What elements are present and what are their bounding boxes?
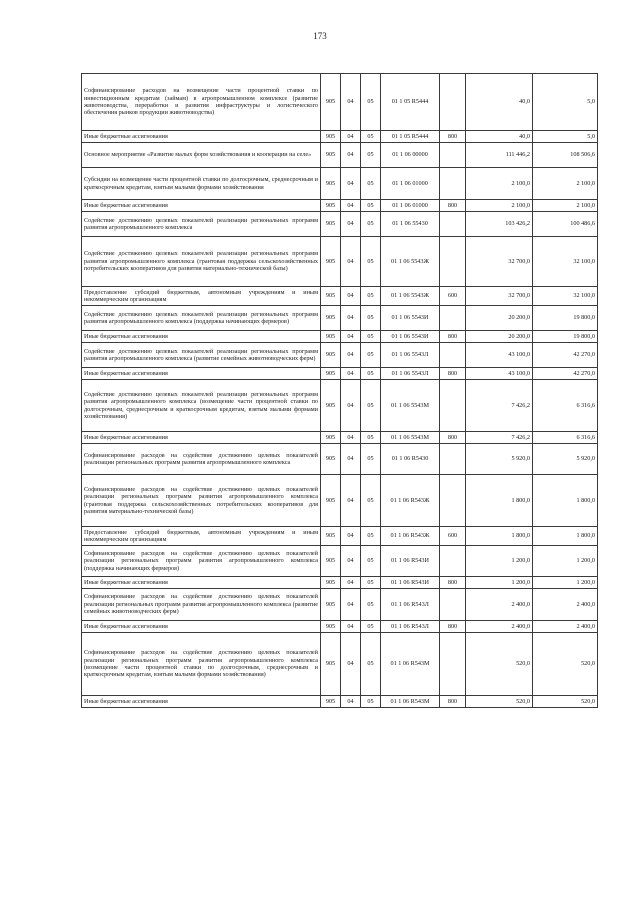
cell-expense-type <box>440 74 466 131</box>
cell-expense-type <box>440 343 466 368</box>
cell-subsection: 05 <box>361 331 381 343</box>
cell-grbs: 905 <box>321 212 341 237</box>
page-number: 173 <box>313 31 327 41</box>
cell-amount-year1: 32 700,0 <box>466 237 533 287</box>
cell-grbs: 905 <box>321 287 341 306</box>
cell-target-article: 01 1 06 01000 <box>381 200 440 212</box>
cell-amount-year2: 32 100,0 <box>533 287 598 306</box>
table-row <box>82 380 598 432</box>
row-name: Иные бюджетные ассигнования <box>82 696 321 708</box>
cell-amount-year1: 2 100,0 <box>466 200 533 212</box>
cell-amount-year1: 2 100,0 <box>466 168 533 200</box>
cell-target-article: 01 1 05 R5444 <box>381 131 440 143</box>
cell-amount-year1: 1 200,0 <box>466 546 533 577</box>
cell-expense-type: 600 <box>440 287 466 306</box>
cell-target-article: 01 1 06 5543Ж <box>381 237 440 287</box>
cell-target-article: 01 1 06 5543М <box>381 432 440 444</box>
table-row <box>82 237 598 287</box>
cell-expense-type <box>440 380 466 432</box>
cell-subsection: 05 <box>361 74 381 131</box>
cell-target-article: 01 1 06 R543Ж <box>381 475 440 527</box>
cell-amount-year1: 2 400,0 <box>466 621 533 633</box>
cell-target-article: 01 1 05 R5444 <box>381 74 440 131</box>
table-row <box>82 331 598 343</box>
cell-amount-year2: 1 200,0 <box>533 577 598 589</box>
cell-amount-year1: 111 446,2 <box>466 143 533 168</box>
cell-subsection: 05 <box>361 527 381 546</box>
cell-amount-year1: 7 426,2 <box>466 432 533 444</box>
cell-target-article: 01 1 06 01000 <box>381 168 440 200</box>
cell-amount-year2: 42 270,0 <box>533 368 598 380</box>
cell-expense-type <box>440 444 466 475</box>
cell-amount-year2: 5,0 <box>533 131 598 143</box>
row-name: Иные бюджетные ассигнования <box>82 432 321 444</box>
cell-section: 04 <box>341 143 361 168</box>
cell-target-article: 01 1 06 R5430 <box>381 444 440 475</box>
cell-amount-year1: 40,0 <box>466 131 533 143</box>
row-name: Содействие достижению целевых показателей реализации региональных программ развития агропромышленного комплекса <box>82 212 321 237</box>
cell-target-article: 01 1 06 5543И <box>381 331 440 343</box>
cell-grbs: 905 <box>321 143 341 168</box>
cell-amount-year1: 20 200,0 <box>466 306 533 331</box>
table-row <box>82 306 598 331</box>
cell-subsection: 05 <box>361 380 381 432</box>
cell-section: 04 <box>341 331 361 343</box>
cell-section: 04 <box>341 621 361 633</box>
cell-target-article: 01 1 06 R543Ж <box>381 527 440 546</box>
cell-amount-year1: 1 200,0 <box>466 577 533 589</box>
table-row <box>82 368 598 380</box>
cell-amount-year2: 1 800,0 <box>533 527 598 546</box>
cell-expense-type: 800 <box>440 696 466 708</box>
cell-expense-type <box>440 546 466 577</box>
cell-amount-year1: 43 100,0 <box>466 368 533 380</box>
cell-section: 04 <box>341 212 361 237</box>
cell-section: 04 <box>341 380 361 432</box>
table-row <box>82 546 598 577</box>
cell-subsection: 05 <box>361 143 381 168</box>
table-row <box>82 74 598 131</box>
cell-grbs: 905 <box>321 527 341 546</box>
table-row <box>82 212 598 237</box>
table-row <box>82 633 598 696</box>
cell-amount-year1: 5 920,0 <box>466 444 533 475</box>
cell-section: 04 <box>341 432 361 444</box>
row-name: Иные бюджетные ассигнования <box>82 368 321 380</box>
cell-expense-type: 800 <box>440 577 466 589</box>
cell-amount-year2: 1 800,0 <box>533 475 598 527</box>
cell-subsection: 05 <box>361 621 381 633</box>
cell-target-article: 01 1 06 5543М <box>381 380 440 432</box>
cell-amount-year1: 20 200,0 <box>466 331 533 343</box>
cell-amount-year2: 2 400,0 <box>533 621 598 633</box>
cell-expense-type: 800 <box>440 368 466 380</box>
cell-amount-year2: 108 506,6 <box>533 143 598 168</box>
cell-subsection: 05 <box>361 475 381 527</box>
row-name: Иные бюджетные ассигнования <box>82 577 321 589</box>
row-name: Софинансирование расходов на содействие достижению целевых показателей реализации региональных программ развития агропромышленного комплекса <box>82 444 321 475</box>
cell-amount-year2: 2 400,0 <box>533 589 598 621</box>
cell-grbs: 905 <box>321 696 341 708</box>
cell-amount-year2: 5,0 <box>533 74 598 131</box>
cell-section: 04 <box>341 237 361 287</box>
row-name: Иные бюджетные ассигнования <box>82 621 321 633</box>
cell-amount-year2: 42 270,0 <box>533 343 598 368</box>
cell-subsection: 05 <box>361 168 381 200</box>
cell-grbs: 905 <box>321 368 341 380</box>
table-row <box>82 287 598 306</box>
row-name: Содействие достижению целевых показателей реализации региональных программ развития агропромышленного комплекса (развитие семейных животноводческих ферм) <box>82 343 321 368</box>
cell-expense-type: 800 <box>440 621 466 633</box>
cell-grbs: 905 <box>321 432 341 444</box>
cell-grbs: 905 <box>321 444 341 475</box>
row-name: Софинансирование расходов на содействие достижению целевых показателей реализации региональных программ развития агропромышленного комплекса (поддержка начинающих фермеров) <box>82 546 321 577</box>
cell-subsection: 05 <box>361 368 381 380</box>
row-name: Предоставление субсидий бюджетным, автономным учреждениям и иным некоммерческим организациям <box>82 527 321 546</box>
cell-grbs: 905 <box>321 546 341 577</box>
cell-amount-year2: 6 316,6 <box>533 380 598 432</box>
row-name: Софинансирование расходов на содействие достижению целевых показателей реализации региональных программ развития агропромышленного комплекса (грантовая поддержка сельскохозяйственных потребительских кооперативов для развития материально-технической базы) <box>82 475 321 527</box>
cell-amount-year2: 1 200,0 <box>533 546 598 577</box>
cell-subsection: 05 <box>361 444 381 475</box>
cell-target-article: 01 1 06 R543М <box>381 633 440 696</box>
budget-table <box>81 73 598 708</box>
cell-amount-year2: 2 100,0 <box>533 200 598 212</box>
table-row <box>82 696 598 708</box>
cell-grbs: 905 <box>321 343 341 368</box>
cell-amount-year1: 1 800,0 <box>466 475 533 527</box>
cell-section: 04 <box>341 696 361 708</box>
cell-subsection: 05 <box>361 306 381 331</box>
cell-grbs: 905 <box>321 577 341 589</box>
budget-table-body <box>82 74 598 708</box>
cell-target-article: 01 1 06 55430 <box>381 212 440 237</box>
cell-amount-year1: 1 800,0 <box>466 527 533 546</box>
cell-target-article: 01 1 06 5543Ж <box>381 287 440 306</box>
cell-target-article: 01 1 06 R543Л <box>381 621 440 633</box>
cell-amount-year1: 103 426,2 <box>466 212 533 237</box>
cell-amount-year2: 6 316,6 <box>533 432 598 444</box>
cell-expense-type <box>440 143 466 168</box>
cell-section: 04 <box>341 306 361 331</box>
cell-subsection: 05 <box>361 432 381 444</box>
cell-amount-year2: 5 920,0 <box>533 444 598 475</box>
table-row <box>82 343 598 368</box>
cell-amount-year2: 19 800,0 <box>533 306 598 331</box>
table-row <box>82 577 598 589</box>
cell-section: 04 <box>341 444 361 475</box>
cell-amount-year2: 19 800,0 <box>533 331 598 343</box>
cell-expense-type: 800 <box>440 200 466 212</box>
table-row <box>82 168 598 200</box>
cell-section: 04 <box>341 546 361 577</box>
row-name: Содействие достижению целевых показателей реализации региональных программ развития агропромышленного комплекса (возмещение части процентной ставки по долгосрочным, среднесрочным и краткосрочным кредитам, взятым малыми формами хозяйствования) <box>82 380 321 432</box>
cell-expense-type <box>440 589 466 621</box>
cell-section: 04 <box>341 527 361 546</box>
cell-section: 04 <box>341 131 361 143</box>
row-name: Софинансирование расходов на содействие достижению целевых показателей реализации региональных программ развития агропромышленного комплекса (развитие семейных животноводческих ферм) <box>82 589 321 621</box>
cell-amount-year1: 520,0 <box>466 696 533 708</box>
cell-expense-type <box>440 475 466 527</box>
cell-section: 04 <box>341 168 361 200</box>
cell-expense-type <box>440 633 466 696</box>
cell-section: 04 <box>341 74 361 131</box>
cell-amount-year2: 32 100,0 <box>533 237 598 287</box>
row-name: Софинансирование расходов на возмещение части процентной ставки по инвестиционным кредитам (займам) в агропромышленном комплексе (развитие животноводства, переработки и развития инфраструктуры и логистического обеспечения рынков продукции животноводства) <box>82 74 321 131</box>
cell-subsection: 05 <box>361 131 381 143</box>
cell-section: 04 <box>341 589 361 621</box>
cell-expense-type <box>440 168 466 200</box>
row-name: Иные бюджетные ассигнования <box>82 331 321 343</box>
cell-section: 04 <box>341 200 361 212</box>
cell-target-article: 01 1 06 5543И <box>381 306 440 331</box>
cell-section: 04 <box>341 368 361 380</box>
cell-expense-type: 600 <box>440 527 466 546</box>
cell-grbs: 905 <box>321 200 341 212</box>
cell-amount-year1: 32 700,0 <box>466 287 533 306</box>
cell-target-article: 01 1 06 R543И <box>381 577 440 589</box>
cell-target-article: 01 1 06 R543И <box>381 546 440 577</box>
cell-grbs: 905 <box>321 621 341 633</box>
cell-grbs: 905 <box>321 306 341 331</box>
cell-amount-year2: 520,0 <box>533 633 598 696</box>
row-name: Содействие достижению целевых показателей реализации региональных программ развития агропромышленного комплекса (грантовая поддержка сельскохозяйственных потребительских кооперативов для развития материально-технической базы) <box>82 237 321 287</box>
cell-amount-year1: 40,0 <box>466 74 533 131</box>
cell-target-article: 01 1 06 5543Л <box>381 368 440 380</box>
table-row <box>82 200 598 212</box>
table-row <box>82 475 598 527</box>
table-row <box>82 131 598 143</box>
cell-grbs: 905 <box>321 74 341 131</box>
row-name: Содействие достижению целевых показателей реализации региональных программ развития агропромышленного комплекса (поддержка начинающих фермеров) <box>82 306 321 331</box>
cell-section: 04 <box>341 475 361 527</box>
cell-subsection: 05 <box>361 577 381 589</box>
cell-amount-year2: 100 486,6 <box>533 212 598 237</box>
cell-section: 04 <box>341 343 361 368</box>
cell-grbs: 905 <box>321 331 341 343</box>
table-row <box>82 432 598 444</box>
cell-subsection: 05 <box>361 589 381 621</box>
cell-expense-type <box>440 306 466 331</box>
cell-grbs: 905 <box>321 633 341 696</box>
cell-subsection: 05 <box>361 287 381 306</box>
cell-expense-type: 800 <box>440 432 466 444</box>
cell-expense-type: 800 <box>440 331 466 343</box>
table-row <box>82 444 598 475</box>
row-name: Иные бюджетные ассигнования <box>82 200 321 212</box>
cell-amount-year1: 43 100,0 <box>466 343 533 368</box>
cell-section: 04 <box>341 287 361 306</box>
row-name: Предоставление субсидий бюджетным, автономным учреждениям и иным некоммерческим организациям <box>82 287 321 306</box>
table-row <box>82 589 598 621</box>
cell-target-article: 01 1 06 00000 <box>381 143 440 168</box>
cell-amount-year1: 7 426,2 <box>466 380 533 432</box>
cell-subsection: 05 <box>361 633 381 696</box>
cell-amount-year1: 520,0 <box>466 633 533 696</box>
cell-amount-year1: 2 400,0 <box>466 589 533 621</box>
cell-subsection: 05 <box>361 212 381 237</box>
row-name: Основное мероприятие «Развитие малых форм хозяйствования и кооперации на селе» <box>82 143 321 168</box>
cell-subsection: 05 <box>361 343 381 368</box>
row-name: Иные бюджетные ассигнования <box>82 131 321 143</box>
cell-subsection: 05 <box>361 237 381 287</box>
cell-amount-year2: 2 100,0 <box>533 168 598 200</box>
table-row <box>82 621 598 633</box>
cell-grbs: 905 <box>321 475 341 527</box>
cell-subsection: 05 <box>361 546 381 577</box>
table-row <box>82 143 598 168</box>
cell-grbs: 905 <box>321 168 341 200</box>
table-row <box>82 527 598 546</box>
cell-expense-type <box>440 212 466 237</box>
cell-subsection: 05 <box>361 200 381 212</box>
cell-subsection: 05 <box>361 696 381 708</box>
row-name: Субсидии на возмещение части процентной ставки по долгосрочным, среднесрочным и краткосрочным кредитам, взятым малыми формами хозяйствования <box>82 168 321 200</box>
cell-grbs: 905 <box>321 237 341 287</box>
cell-target-article: 01 1 06 R543Л <box>381 589 440 621</box>
cell-target-article: 01 1 06 5543Л <box>381 343 440 368</box>
cell-grbs: 905 <box>321 131 341 143</box>
row-name: Софинансирование расходов на содействие достижению целевых показателей реализации региональных программ развития агропромышленного комплекса (возмещение части процентной ставки по долгосрочным, среднесрочным и краткосрочным кредитам, взятым малыми формами хозяйствования) <box>82 633 321 696</box>
cell-grbs: 905 <box>321 589 341 621</box>
cell-grbs: 905 <box>321 380 341 432</box>
cell-expense-type: 800 <box>440 131 466 143</box>
cell-section: 04 <box>341 577 361 589</box>
cell-target-article: 01 1 06 R543М <box>381 696 440 708</box>
cell-expense-type <box>440 237 466 287</box>
cell-amount-year2: 520,0 <box>533 696 598 708</box>
cell-section: 04 <box>341 633 361 696</box>
